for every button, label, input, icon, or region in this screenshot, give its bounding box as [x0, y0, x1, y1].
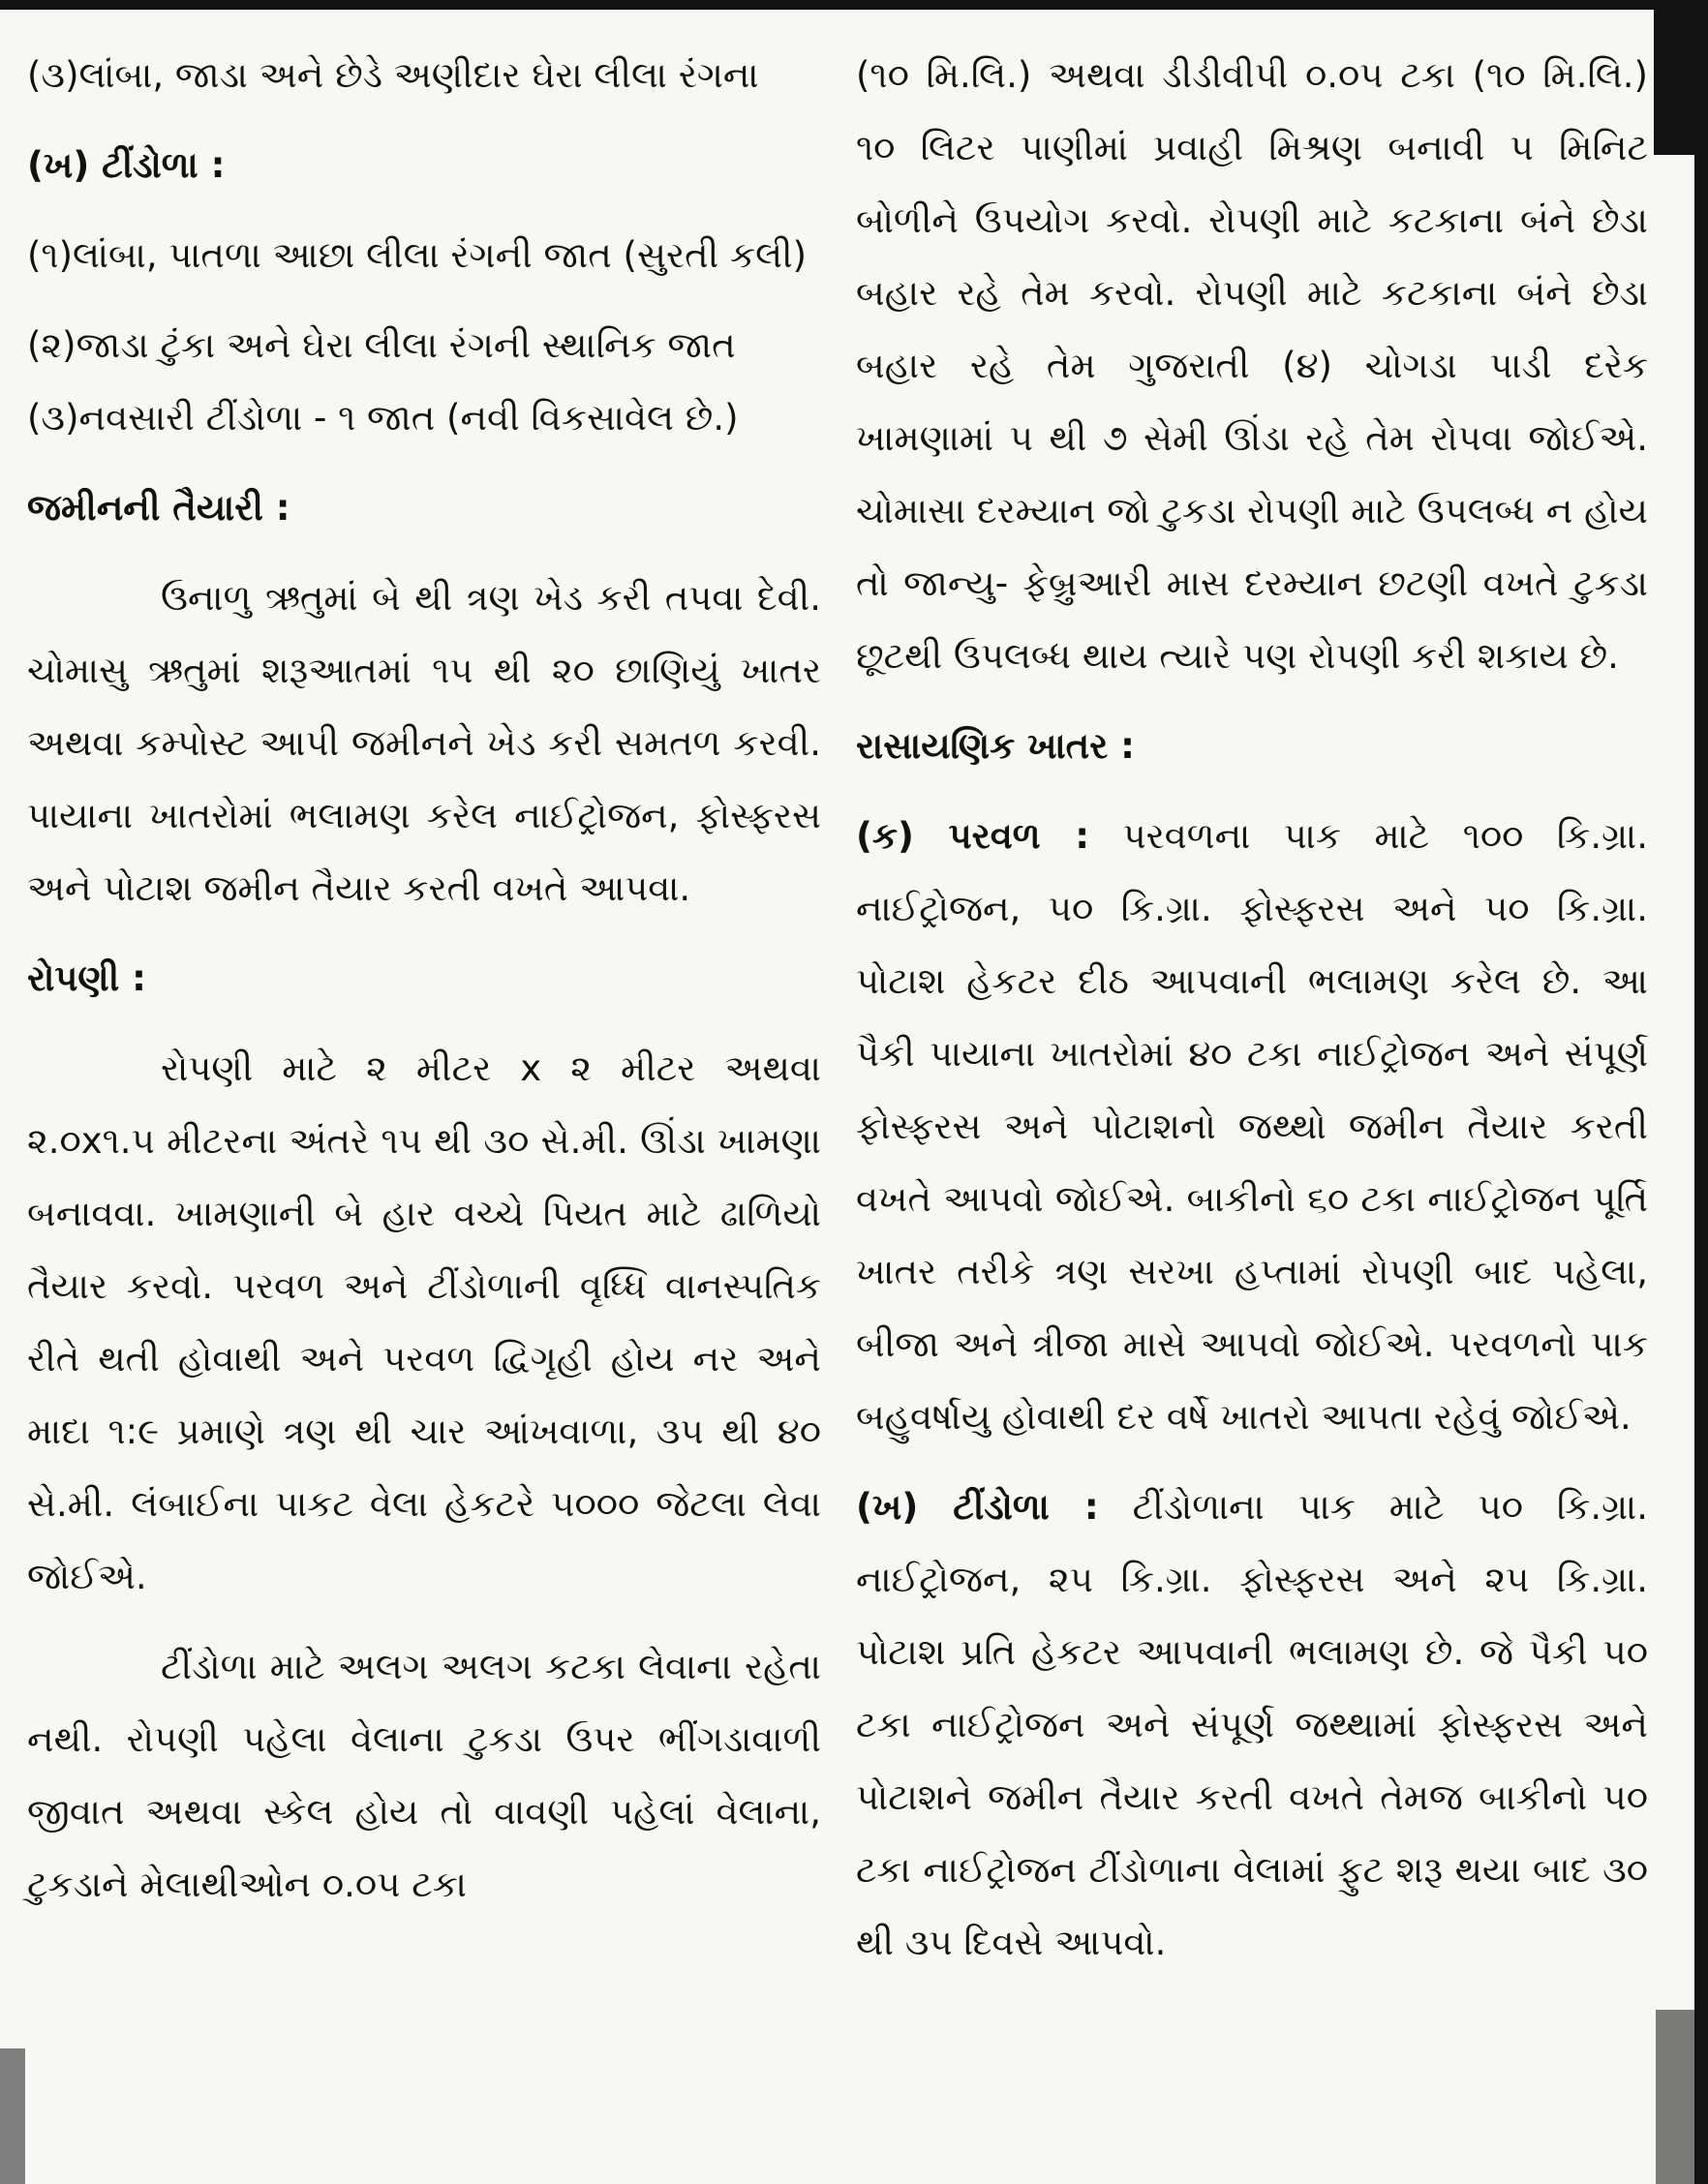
- para-tindola-fertilizer: [856, 1471, 1648, 1979]
- para-land-preparation: ઉનાળુ ઋતુમાં બે થી ત્રણ ખેડ કરી તપવા દેવી. ચોમાસુ ઋતુમાં શરૂઆતમાં ૧૫ થી ૨૦ છાણિયું ખાતર અથવા કમ્પોસ્ટ આપી જમીનને ખેડ કરી સમતળ કરવી. પાયાના ખાતરોમાં ભલામણ કરેલ નાઈટ્રોજન, ફોસ્ફરસ અને પોટાશ જમીન તૈયાર કરતી વખતે આપવા.: [27, 577, 821, 909]
- variety-3: (૩)નવસારી ટીંડોળા - ૧ જાત (નવી વિકસાવેલ છે.): [27, 397, 739, 439]
- heading-land-preparation: જમીનની તૈયારી :: [27, 487, 290, 529]
- para-continue: (૧૦ મિ.લિ.) અથવા ડીડીવીપી ૦.૦૫ ટકા (૧૦ મિ.લિ.) ૧૦ લિટર પાણીમાં પ્રવાહી મિશ્રણ બનાવી ૫ મિનિટ બોળીને ઉપયોગ કરવો. રોપણી માટે કટકાના બંને છેડા બહાર રહે તેમ કરવો. રોપણી માટે કટકાના બંને છેડા બહાર રહે તેમ ગુજરાતી (૪) ચોગડા પાડી દરેક ખામણામાં ૫ થી ૭ સેમી ઊંડા રહે તેમ રોપવા જોઈએ. ચોમાસા દરમ્યાન જો ટુકડા રોપણી માટે ઉપલબ્ધ ન હોય તો જાન્યુ- ફેબ્રુઆરી માસ દરમ્યાન છટણી વખતે ટુકડા છૂટથી ઉપલબ્ધ થાય ત્યારે પણ રોપણી કરી શકાય છે.: [856, 54, 1648, 677]
- scan-smudge-left: [0, 2048, 25, 2184]
- tindola-label: (ખ) ટીંડોળા :: [856, 1486, 1099, 1528]
- heading-chemical-fertilizer: રાસાયણિક ખાતર :: [856, 725, 1135, 767]
- scan-edge-mark: [1654, 10, 1694, 155]
- variety-2: (૨)જાડા ટુંકા અને ઘેરા લીલા રંગની સ્થાનિક જાત: [27, 324, 736, 366]
- variety-1: (૧)લાંબા, પાતળા આછા લીલા રંગની જાત (સુરતી કલી): [27, 234, 808, 276]
- line-top: (૩)લાંબા, જાડા અને છેડે અણીદાર ઘેરા લીલા રંગના: [27, 54, 759, 96]
- parval-label: (ક) પરવળ :: [856, 815, 1090, 857]
- heading-tindola: (ખ) ટીંડોળા :: [27, 144, 226, 186]
- parval-text: પરવળના પાક માટે ૧૦૦ કિ.ગ્રા. નાઈટ્રોજન, ૫૦ કિ.ગ્રા. ફોસ્ફરસ અને ૫૦ કિ.ગ્રા. પોટાશ હેકટર દીઠ આપવાની ભલામણ કરેલ છે. આ પૈકી પાયાના ખાતરોમાં ૪૦ ટકા નાઈટ્રોજન અને સંપૂર્ણ ફોસ્ફરસ અને પોટાશનો જથ્થો જમીન તૈયાર કરતી વખતે આપવો જોઈએ. બાકીનો ૬૦ ટકા નાઈટ્રોજન પૂર્તિ ખાતર તરીકે ત્રણ સરખા હપ્તામાં રોપણી બાદ પહેલા, બીજા અને ત્રીજા માસે આપવો જોઈએ. પરવળનો પાક બહુવર્ષાયુ હોવાથી દર વર્ષે ખાતરો આપતા રહેવું જોઈએ.: [856, 815, 1648, 1438]
- para-tindola-cuttings: ટીંડોળા માટે અલગ અલગ કટકા લેવાના રહેતા નથી. રોપણી પહેલા વેલાના ટુકડા ઉપર ભીંગડાવાળી જીવાત અથવા સ્કેલ હોય તો વાવણી પહેલાં વેલાના, ટુકડાને મેલાથીઓન ૦.૦૫ ટકા: [27, 1646, 821, 1905]
- scan-smudge-right: [1656, 2010, 1694, 2184]
- para-parval: [856, 800, 1648, 1453]
- heading-planting: રોપણી :: [27, 957, 146, 999]
- tindola-text: ટીંડોળાના પાક માટે ૫૦ કિ.ગ્રા. નાઈટ્રોજન, ૨૫ કિ.ગ્રા. ફોસ્ફરસ અને ૨૫ કિ.ગ્રા. પોટાશ પ્રતિ હેકટર આપવાની ભલામણ છે. જે પૈકી ૫૦ ટકા નાઈટ્રોજન અને સંપૂર્ણ જથ્થામાં ફોસ્ફરસ અને પોટાશને જમીન તૈયાર કરતી વખતે તેમજ બાકીનો ૫૦ ટકા નાઈટ્રોજન ટીંડોળાના વેલામાં ફુટ શરૂ થયા બાદ ૩૦ થી ૩૫ દિવસે આપવો.: [856, 1486, 1648, 1963]
- para-planting: રોપણી માટે ૨ મીટર x ૨ મીટર અથવા ૨.૦x૧.૫ મીટરના અંતરે ૧૫ થી ૩૦ સે.મી. ઊંડા ખામણા બનાવવા. ખામણાની બે હાર વચ્ચે પિયત માટે ઢાળિયો તૈયાર કરવો. પરવળ અને ટીંડોળાની વૃધ્ધિ વાનસ્પતિક રીતે થતી હોવાથી અને પરવળ દ્વિગૃહી હોય નર અને માદા ૧:૯ પ્રમાણે ત્રણ થી ચાર આંખવાળા, ૩૫ થી ૪૦ સે.મી. લંબાઈના પાકટ વેલા હેકટરે ૫૦૦૦ જેટલા લેવા જોઈએ.: [27, 1047, 821, 1597]
- left-column: [27, 39, 821, 1921]
- right-column: [856, 39, 1648, 1979]
